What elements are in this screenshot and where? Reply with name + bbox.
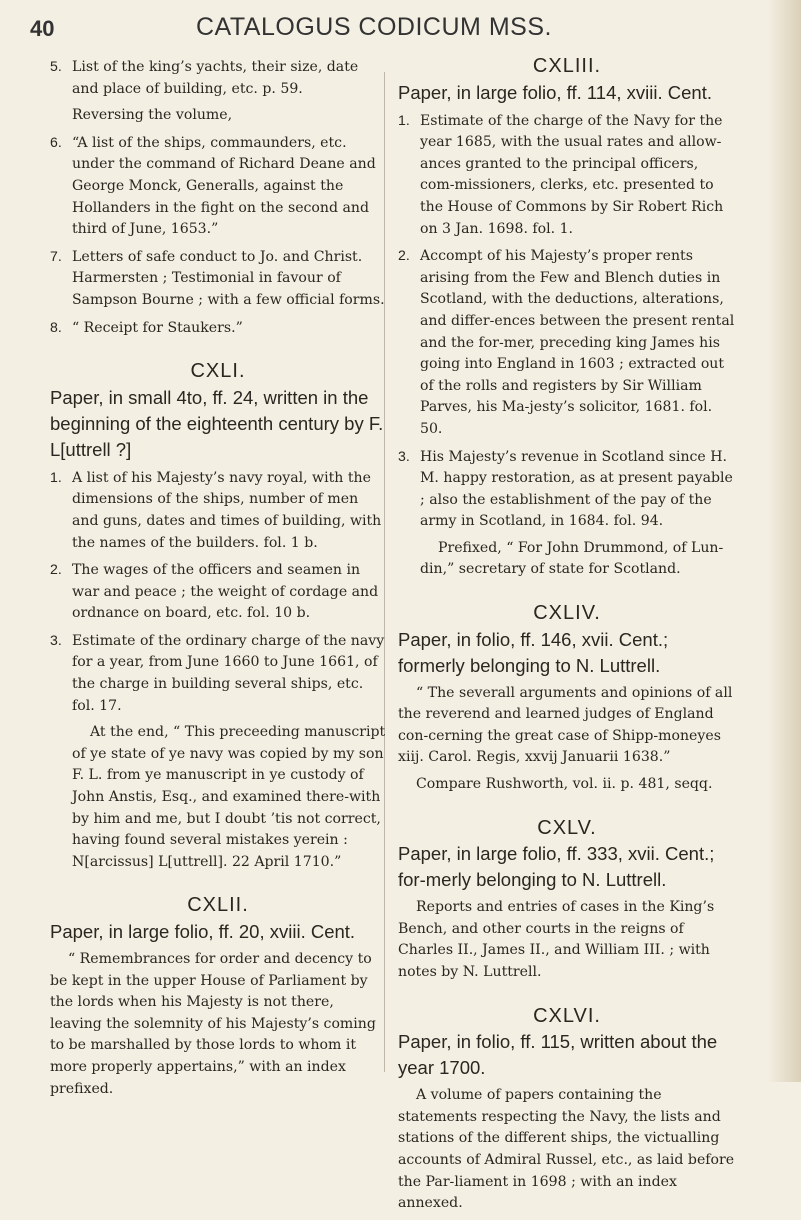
right-column <box>398 56 736 1220</box>
section-number: CXLI. <box>190 360 246 383</box>
list-item: 8. “ Receipt for Staukers.” <box>50 318 243 336</box>
section-heading: Paper, in large folio, ff. 114, xviii. Cent. <box>398 81 712 103</box>
section-body: “ Remembrances for order and decency to be kept in the upper House of Parliament by the lords when his Majesty is not there, leaving the solemnity of his Majesty’s coming to be marshalled by those lords to whom it more properly appertains,” with an index prefixed. <box>50 951 376 1097</box>
section-note: Prefixed, “ For John Drummond, of Lun-din,” secretary of state for Scotland. <box>420 539 724 578</box>
list-item: 5. List of the king’s yachts, their size, date and place of building, etc. p. 59. <box>50 58 359 97</box>
left-column <box>50 56 386 1105</box>
section-note: At the end, “ This preceeding manuscript of ye state of ye navy was copied by my son F. L. from ye manuscript in ye custody of John Anstis, Esq., and examined there-with by him and me, but I doubt ’tis not correct, having found several mistakes yerein : N[arcissus] L[uttrell]. 22 April 1710.” <box>72 724 386 870</box>
section-heading: Paper, in folio, ff. 146, xvii. Cent.; formerly belonging to N. Luttrell. <box>398 628 669 676</box>
section-number: CXLIV. <box>533 602 601 625</box>
running-title: CATALOGUS CODICUM MSS. <box>196 13 552 41</box>
section-number: CXLVI. <box>533 1004 601 1027</box>
section-body: A volume of papers containing the statements respecting the Navy, the lists and stations of the different ships, the victualling accounts of Admiral Russel, etc., as laid before the Par-liament in 1698 ; with an index annexed. <box>398 1087 735 1212</box>
section-number: CXLV. <box>537 816 597 839</box>
section-heading: Paper, in small 4to, ff. 24, written in the beginning of the eighteenth century by F. L[uttrell ?] <box>50 386 384 460</box>
section-heading: Paper, in large folio, ff. 333, xvii. Cent.; for-merly belonging to N. Luttrell. <box>398 843 715 891</box>
list-item: 1. A list of his Majesty’s navy royal, with the dimensions of the ships, number of men and guns, dates and times of building, with the names of the builders. fol. 1 b. <box>50 468 382 551</box>
page-edge-shadow <box>767 0 801 1082</box>
sub-note: Reversing the volume, <box>72 107 233 124</box>
list-item: 1. Estimate of the charge of the Navy for the year 1685, with the usual rates and allow-ances granted to the principal officers, com-missioners, clerks, etc. presented to the House of Commons by Sir Robert Rich on 3 Jan. 1698. fol. 1. <box>398 111 724 237</box>
list-item: 6. “A list of the ships, commaunders, etc. under the command of Richard Deane and George Monck, Generalls, against the Hollanders in the fight on the second and third of June, 1653.” <box>50 133 376 238</box>
section-number: CXLIII. <box>532 55 602 77</box>
section-body: “ The severall arguments and opinions of all the reverend and learned judges of England con-cerning the great case of Shipp-moneyes xiij. Carol. Regis, xxvij Januarii 1638.” <box>398 684 733 766</box>
section-body: Reports and entries of cases in the King’s Bench, and other courts in the reigns of Charles II., James II., and William III. ; with notes by N. Luttrell. <box>398 899 715 980</box>
section-number: CXLII. <box>187 894 249 917</box>
list-item: 7. Letters of safe conduct to Jo. and Christ. Harmersten ; Testimonial in favour of Sampson Bourne ; with a few official forms. <box>50 247 385 308</box>
list-item: 2. The wages of the officers and seamen in war and peace ; the weight of cordage and ordnance on board, etc. fol. 10 b. <box>50 561 379 622</box>
section-heading: Paper, in large folio, ff. 20, xviii. Cent. <box>50 921 356 942</box>
list-item: 3. Estimate of the ordinary charge of the navy for a year, from June 1660 to June 1661, of the charge in building several ships, etc. fol. 17. <box>50 631 385 714</box>
list-item: 2. Accompt of his Majesty’s proper rents arising from the Few and Blench duties in Scotland, with the deductions, alterations, and differ-ences between the present rental and the for-mer, preceding king James his going into England in 1603 ; extracted out of the rolls and registers by Sir William Parves, his Ma-jesty’s solicitor, 1681. fol. 50. <box>398 247 735 437</box>
section-heading: Paper, in folio, ff. 115, written about the year 1700. <box>398 1031 718 1079</box>
page-header <box>0 12 801 48</box>
list-item: 3. His Majesty’s revenue in Scotland since H. M. happy restoration, as at present payable ; also the establishment of the pay of the army in Scotland, in 1684. fol. 94. <box>398 447 733 530</box>
section-note: Compare Rushworth, vol. ii. p. 481, seqq. <box>416 776 713 793</box>
page-number: 40 <box>30 16 55 41</box>
